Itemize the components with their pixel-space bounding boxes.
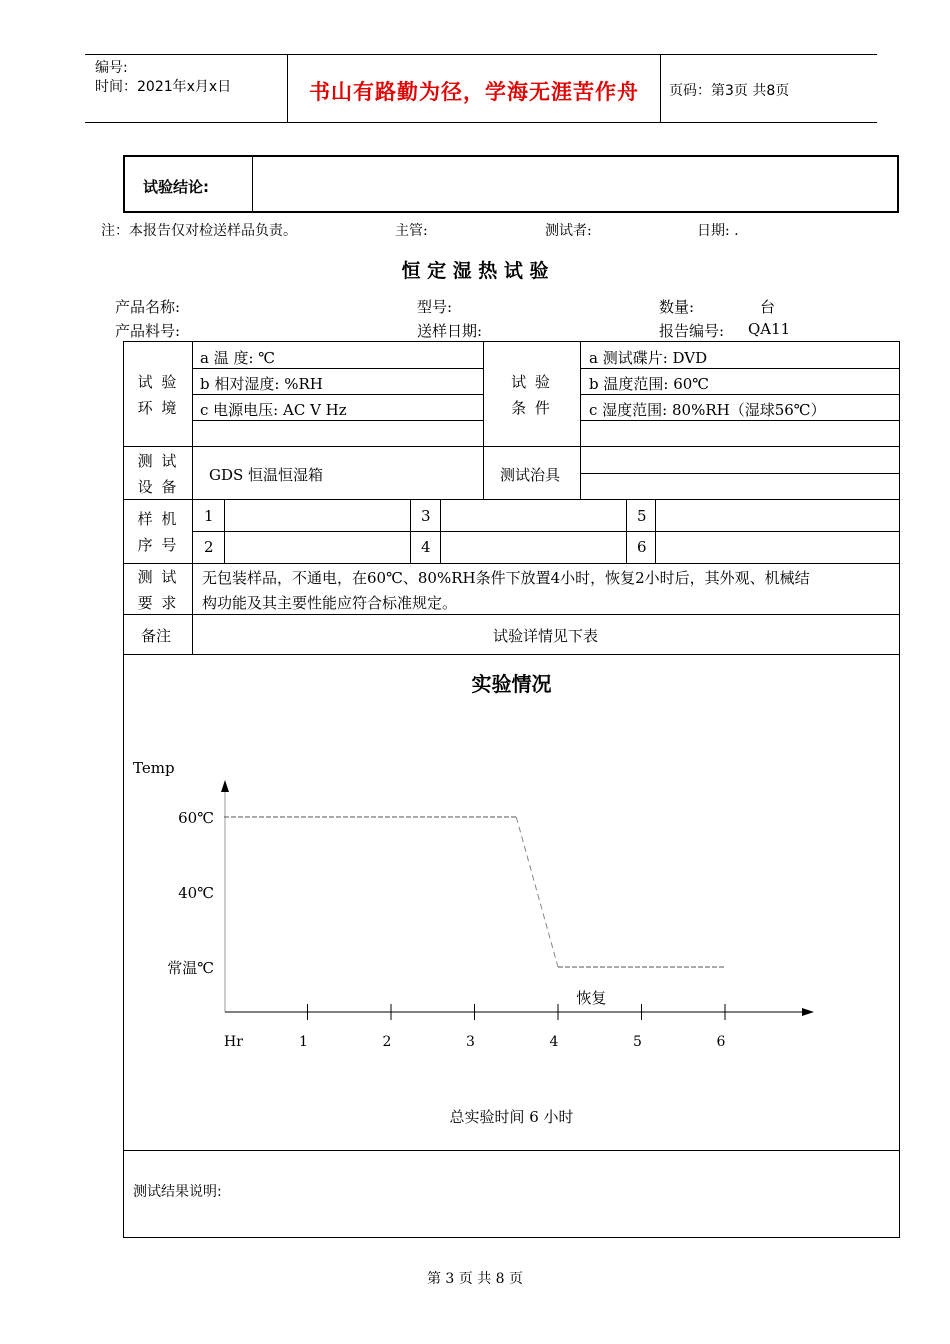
series-line <box>516 817 558 967</box>
table-rule <box>655 499 656 563</box>
cond-label: 试 验 条 件 <box>511 373 552 417</box>
requirement-line: 无包装样品，不通电，在60℃、80%RH条件下放置4小时，恢复2小时后，其外观、机械结 <box>202 569 810 587</box>
cond-hum-range: c 湿度范围: 80%RH（湿球56℃） <box>589 401 826 419</box>
x-tick-label: 4 <box>549 1034 559 1050</box>
report-no-value: QA11 <box>748 320 791 338</box>
report-no-label: 报告编号: <box>659 322 725 340</box>
x-tick-label: 2 <box>382 1034 392 1050</box>
page-info: 页码：第3页 共8页 <box>669 83 790 99</box>
table-rule <box>580 342 581 499</box>
table-rule <box>192 342 193 654</box>
y-tick-label: 40℃ <box>178 884 214 902</box>
total-time: 总实验时间 6 小时 <box>449 1108 574 1126</box>
y-tick-label: 60℃ <box>178 809 214 827</box>
table-rule <box>192 420 483 421</box>
env-label: 试 验 环 境 <box>137 373 179 417</box>
x-tick-label: 6 <box>716 1034 726 1050</box>
recovery-annotation: 恢复 <box>576 989 607 1007</box>
x-tick-label: 3 <box>466 1034 475 1050</box>
temperature-chart-svg <box>124 655 899 1149</box>
sample-number: 5 <box>637 507 647 525</box>
y-axis-arrow <box>221 780 229 792</box>
date-label: 日期: . <box>697 223 739 239</box>
sample-number: 6 <box>637 538 647 556</box>
equipment-label: 测 试 设 备 <box>137 452 179 496</box>
fixture-label: 测试治具 <box>500 466 561 484</box>
material-no-label: 产品料号: <box>115 322 181 340</box>
table-rule <box>580 394 899 395</box>
send-date-label: 送样日期: <box>417 322 483 340</box>
table-rule <box>124 446 899 447</box>
x-axis-arrow <box>802 1008 814 1016</box>
conclusion-box <box>123 155 899 213</box>
report-note: 注：本报告仅对检送样品负责。 <box>101 223 297 239</box>
env-humidity: b 相对湿度: %RH <box>200 375 323 393</box>
sample-number: 1 <box>204 507 214 525</box>
product-name-label: 产品名称: <box>115 298 181 316</box>
sample-number: 4 <box>421 538 431 556</box>
table-rule <box>124 563 899 564</box>
remark-label: 备注 <box>141 627 172 645</box>
motto: 书山有路勤为径，学海无涯苦作舟 <box>309 80 639 104</box>
sample-number: 2 <box>204 538 214 556</box>
serial-label: 编号: <box>95 60 128 76</box>
header-bottom-rule <box>85 122 877 123</box>
page-footer: 第 3 页 共 8 页 <box>426 1271 524 1287</box>
table-rule <box>124 499 899 500</box>
model-label: 型号: <box>417 298 453 316</box>
remark-value: 试验详情见下表 <box>492 627 598 645</box>
quantity-label: 数量: <box>659 298 695 316</box>
y-tick-label: 常温℃ <box>167 959 214 977</box>
supervisor-label: 主管: <box>395 223 428 239</box>
cond-disc: a 测试碟片: DVD <box>589 349 708 367</box>
table-rule <box>580 368 899 369</box>
x-tick-label: 5 <box>633 1034 642 1050</box>
x-axis-label: Hr <box>224 1034 243 1050</box>
tester-label: 测试者: <box>545 223 592 239</box>
experiment-title: 实验情况 <box>471 672 552 696</box>
table-rule <box>192 531 899 532</box>
x-tick-label: 1 <box>299 1034 308 1050</box>
conclusion-divider <box>252 155 253 213</box>
table-rule <box>124 1150 899 1151</box>
temperature-chart <box>124 655 899 1149</box>
table-rule <box>440 499 441 563</box>
env-temp: a 温 度: ℃ <box>200 349 276 367</box>
table-rule <box>410 499 411 563</box>
sample-number: 3 <box>421 507 431 525</box>
table-rule <box>580 473 899 474</box>
time-label: 时间：2021年x月x日 <box>95 79 232 95</box>
cond-temp-range: b 温度范围: 60℃ <box>589 375 710 393</box>
table-rule <box>580 420 899 421</box>
equipment-value: GDS 恒温恒湿箱 <box>209 466 324 484</box>
table-rule <box>124 614 899 615</box>
env-voltage: c 电源电压: AC V Hz <box>200 401 347 419</box>
table-rule <box>192 394 483 395</box>
y-axis-label: Temp <box>133 759 175 777</box>
table-rule <box>192 368 483 369</box>
header-top-rule <box>85 54 877 55</box>
conclusion-label: 试验结论: <box>143 178 209 196</box>
header-divider <box>660 54 661 122</box>
quantity-unit: 台 <box>760 298 776 316</box>
requirement-line: 构功能及其主要性能应符合标准规定。 <box>202 594 458 612</box>
table-rule <box>626 499 627 563</box>
table-rule <box>224 499 225 563</box>
page-title: 恒 定 湿 热 试 验 <box>401 260 549 282</box>
result-label: 测试结果说明: <box>133 1184 222 1200</box>
requirement-label: 测 试 要 求 <box>137 568 179 612</box>
samples-label: 样 机 序 号 <box>137 510 179 554</box>
